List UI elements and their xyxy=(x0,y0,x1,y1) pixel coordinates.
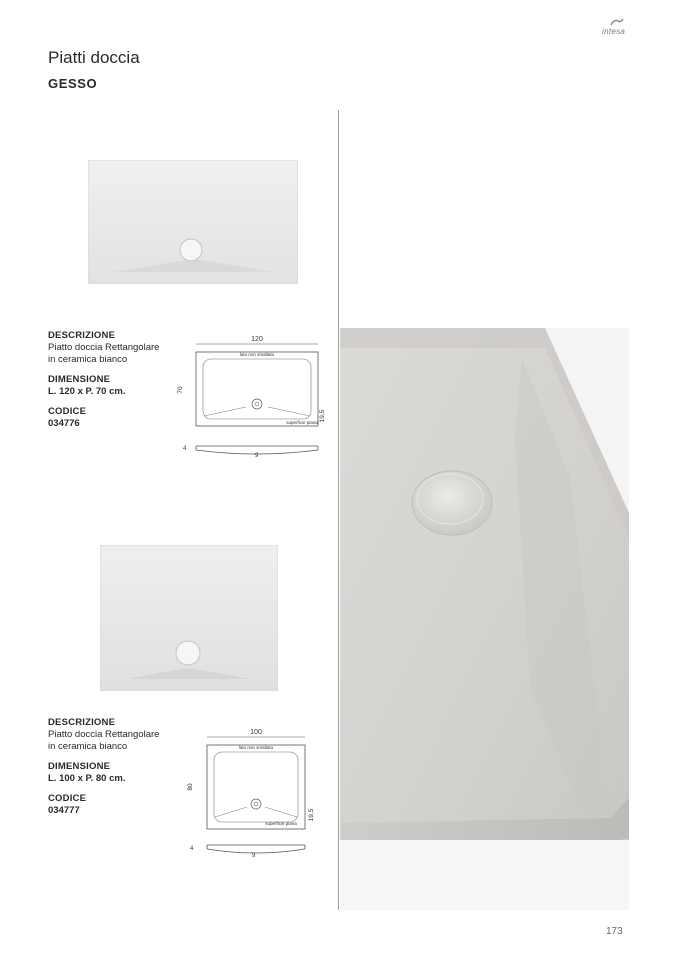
product-2-image xyxy=(100,545,278,691)
vertical-divider xyxy=(338,110,339,910)
drawing-depth: 70 xyxy=(177,386,184,394)
page-number: 173 xyxy=(606,926,623,937)
drawing-slope: 9 xyxy=(255,453,259,459)
product-1-spec xyxy=(48,330,159,430)
description-label: DESCRIZIONE xyxy=(48,717,116,728)
drawing-note-top: lato non smaltato xyxy=(238,745,274,750)
logo-wave-icon xyxy=(610,18,624,27)
drawing-thickness: 4 xyxy=(183,446,187,452)
drawing-note-top: lato non smaltato xyxy=(239,352,275,357)
code-value: 034776 xyxy=(48,418,80,429)
product-1-drawing xyxy=(178,332,338,462)
dimension-label: DIMENSIONE xyxy=(48,761,111,772)
drawing-height: 19,5 xyxy=(308,808,315,822)
product-1-image xyxy=(88,160,298,284)
dimension-label: DIMENSIONE xyxy=(48,374,111,385)
product-2-drawing xyxy=(185,725,335,865)
page-title: Piatti doccia xyxy=(48,48,140,67)
drawing-height: 19,5 xyxy=(319,409,326,423)
drawing-slope: 9 xyxy=(252,853,256,859)
page-subtitle: GESSO xyxy=(48,76,98,91)
code-value: 034777 xyxy=(48,805,80,816)
description-line-1: Piatto doccia Rettangolare xyxy=(48,729,160,740)
description-label: DESCRIZIONE xyxy=(48,330,116,341)
description-line-2: in ceramica bianco xyxy=(48,741,128,752)
drawing-note-bottom: superficie piana xyxy=(265,821,297,826)
brand-name: intesa xyxy=(602,27,626,36)
description-line-1: Piatto doccia Rettangolare xyxy=(48,342,160,353)
drawing-width: 100 xyxy=(250,729,262,736)
product-closeup-photo xyxy=(340,328,629,910)
dimension-value: L. 100 x P. 80 cm. xyxy=(48,773,126,784)
drawing-width: 120 xyxy=(251,336,263,343)
drawing-thickness: 4 xyxy=(190,846,194,852)
code-label: CODICE xyxy=(48,793,87,804)
dimension-value: L. 120 x P. 70 cm. xyxy=(48,386,126,397)
description-line-2: in ceramica bianco xyxy=(48,354,128,365)
brand-logo xyxy=(598,18,638,40)
code-label: CODICE xyxy=(48,406,87,417)
drawing-note-bottom: superficie piana xyxy=(286,420,318,425)
product-2-spec xyxy=(48,717,159,817)
drawing-depth: 80 xyxy=(187,783,194,791)
